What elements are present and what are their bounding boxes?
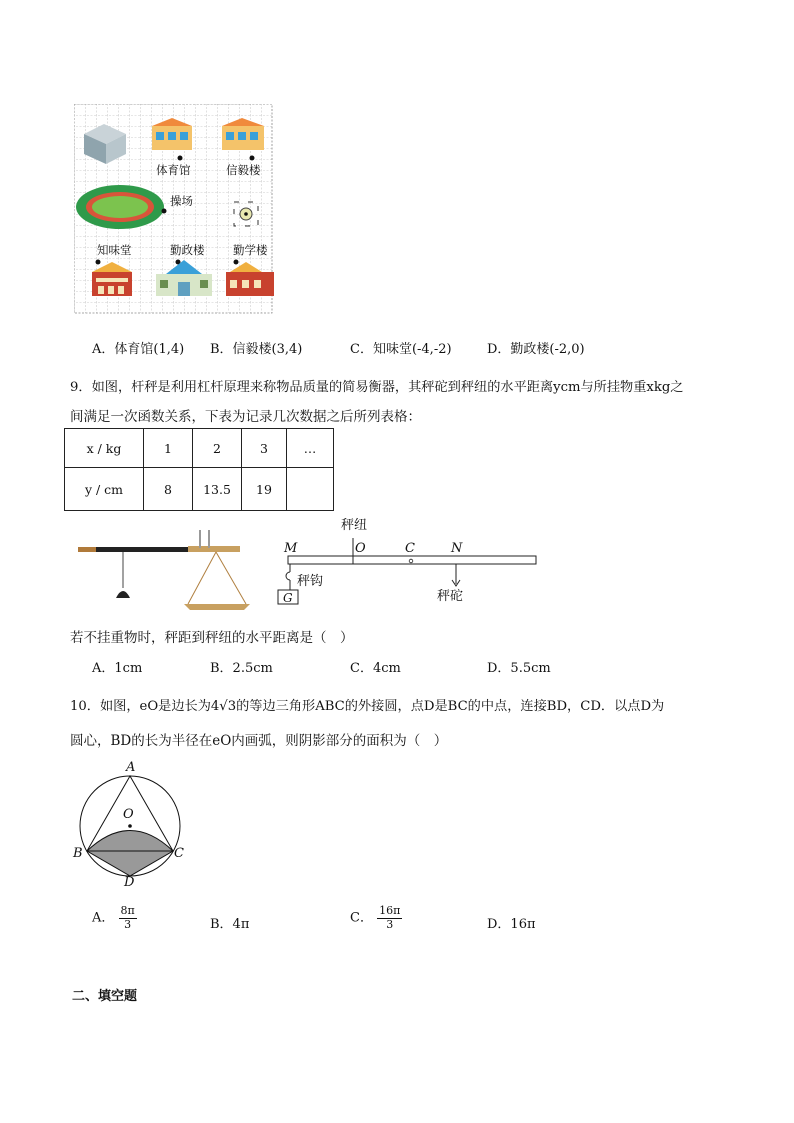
fraction-numerator: 8π [120,904,135,917]
label-knob: 秤纽 [341,518,368,533]
label-weight: 秤砣 [437,589,464,604]
q10-option-c[interactable] [350,905,402,931]
q10-option-b[interactable]: B．4π [210,917,250,932]
table-cell: … [287,429,334,468]
point-A: A [126,760,136,775]
steelyard-illustration [76,526,252,614]
table-cell: 19 [242,468,287,511]
section-heading-fill-in: 二、填空题 [72,989,138,1004]
table-cell: 1 [144,429,193,468]
point-O: O [123,807,134,822]
q10-stem-line2: 圆心，BD的长为半径在eO内画弧，则阴影部分的面积为（ ） [70,733,448,749]
table-cell [287,468,334,511]
q10-option-c-fraction [377,905,402,931]
q8-option-b[interactable]: B．信毅楼(3,4) [210,342,303,357]
q10-option-a-label: A． [92,910,115,926]
q10-option-a[interactable] [92,905,137,931]
q9-option-b[interactable]: B．2.5cm [210,661,273,676]
table-cell: x / kg [65,429,144,468]
q9-question: 若不挂重物时，秤距到秤纽的水平距离是（ ） [70,630,354,646]
point-C: C [174,846,184,861]
table-row [65,468,334,511]
table-cell: 3 [242,429,287,468]
q10-stem-line1: 10．如图，eO是边长为4√3的等边三角形ABC的外接圆，点D是BC的中点，连接BD，CD．以点D为 [70,699,665,714]
q10-option-c-label: C． [350,910,373,926]
label-C: C [405,541,415,556]
steelyard-schematic [276,510,540,610]
q8-option-c[interactable]: C．知味堂(-4,-2) [350,342,452,357]
q8-option-d[interactable]: D．勤政楼(-2,0) [487,342,585,357]
table-cell: y / cm [65,468,144,511]
fraction-denominator: 3 [124,917,132,931]
point-B: B [73,846,83,861]
map-label-qinxue: 勤学楼 [233,243,268,257]
label-G: G [283,591,293,605]
q9-option-d[interactable]: D．5.5cm [487,661,551,676]
fraction-numerator: 16π [379,904,401,917]
sports-field-icon [76,185,164,229]
campus-map-figure [74,104,274,316]
table-cell: 8 [144,468,193,511]
q9-option-a[interactable]: A．1cm [92,661,143,676]
q10-option-a-fraction [119,905,137,931]
q8-option-a[interactable]: A．体育馆(1,4) [92,342,185,357]
label-hook: 秤钩 [297,574,324,589]
label-O: O [355,541,366,556]
map-label-xinyi: 信毅楼 [226,163,261,177]
q9-data-table [64,428,334,511]
fraction-denominator: 3 [386,917,394,931]
label-M: M [284,541,298,556]
table-row [65,429,334,468]
point-D: D [124,875,135,890]
label-N: N [451,541,463,556]
map-label-qinzheng: 勤政楼 [170,243,205,257]
map-label-zhiwei: 知味堂 [97,243,132,257]
q9-stem-line1: 9．如图，杆秤是利用杠杆原理来称物品质量的简易衡器，其秤砣到秤纽的水平距离ycm与所挂物重xkg之 [70,380,684,395]
q9-option-c[interactable]: C．4cm [350,661,401,676]
map-label-playground: 操场 [170,194,193,208]
circle-triangle-figure [74,758,194,890]
table-cell: 13.5 [193,468,242,511]
table-cell: 2 [193,429,242,468]
map-label-gym: 体育馆 [156,163,191,177]
q10-option-d[interactable]: D．16π [487,917,536,932]
q9-stem-line2: 间满足一次函数关系，下表为记录几次数据之后所列表格： [70,409,421,425]
